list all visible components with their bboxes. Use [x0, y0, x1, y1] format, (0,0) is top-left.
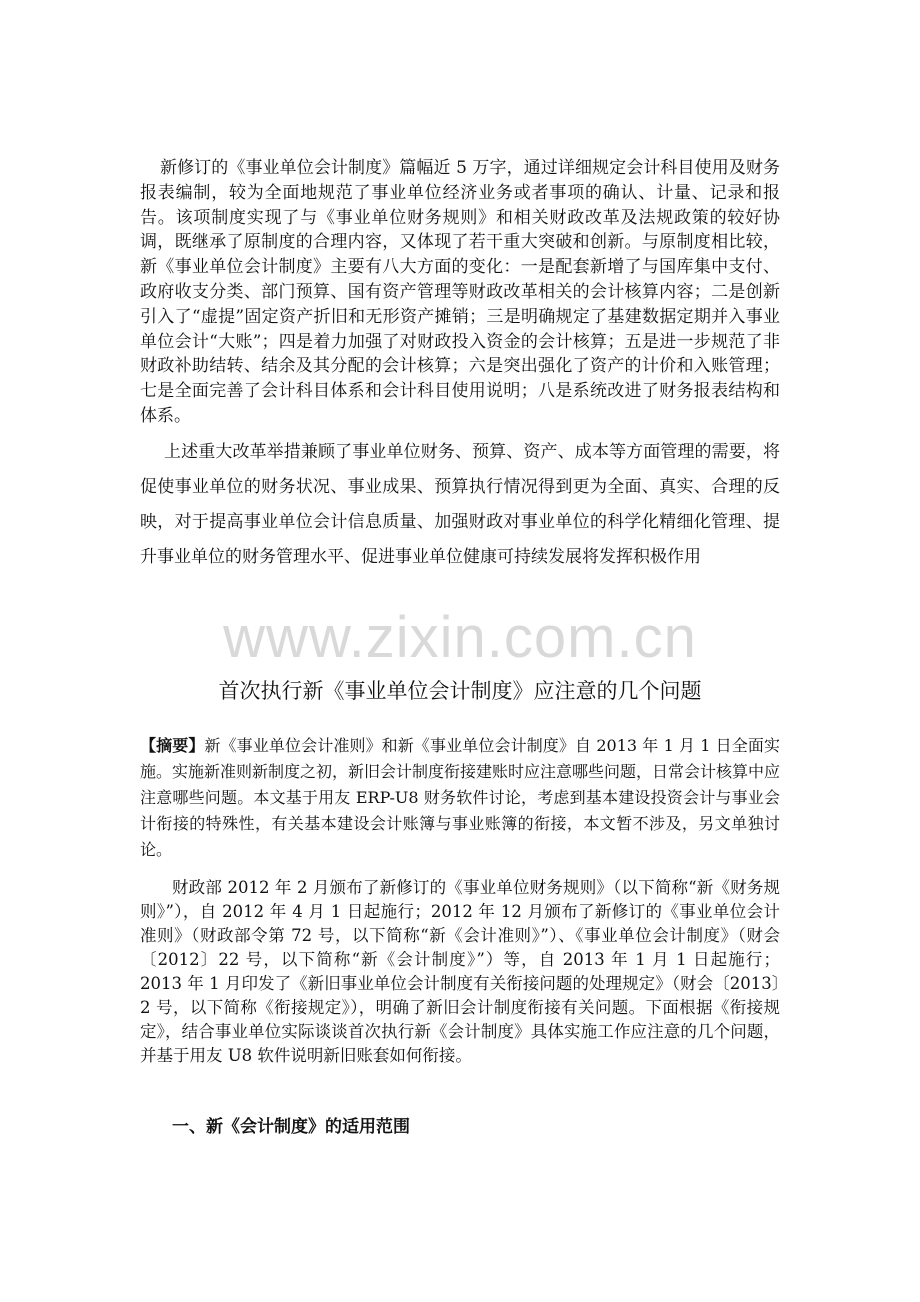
section-heading: 一、新《会计制度》的适用范围 [172, 1117, 410, 1137]
abstract-paragraph [140, 733, 780, 863]
abstract-text: 新《事业单位会计准则》和新《事业单位会计制度》自 2013 年 1 月 1 日全面实施。实施新准则新制度之初，新旧会计制度衔接建账时应注意哪些问题，日常会计核算中应注意哪些问题。本文基于用友 ERP-U8 财务软件讨论，考虑到基本建设投资会计与事业会计衔接的特殊性，有关基本建设会计账簿与事业账簿的衔接，本文暂不涉及，另文单独讨论。 [140, 736, 781, 859]
summary-paragraph: 上述重大改革举措兼顾了事业单位财务、预算、资产、成本等方面管理的需要，将促使事业单位的财务状况、事业成果、预算执行情况得到更为全面、真实、合理的反映，对于提高事业单位会计信息质量、加强财政对事业单位的科学化精细化管理、提升事业单位的财务管理水平、促进事业单位健康可持续发展将发挥积极作用 [140, 442, 780, 567]
intro-paragraph: 新修订的《事业单位会计制度》篇幅近 5 万字，通过详细规定会计科目使用及财务报表编制，较为全面地规范了事业单位经济业务或者事项的确认、计量、记录和报告。该项制度实现了与《事业单位财务规则》和相关财政改革及法规政策的较好协调，既继承了原制度的合理内容，又体现了若干重大突破和创新。与原制度相比较，新《事业单位会计制度》主要有八大方面的变化：一是配套新增了与国库集中支付、政府收支分类、部门预算、国有资产管理等财政改革相关的会计核算内容；二是创新引入了“虚提”固定资产折旧和无形资产摊销；三是明确规定了基建数据定期并入事业单位会计“大账”；四是着力加强了对财政投入资金的会计核算；五是进一步规范了非财政补助结转、结余及其分配的会计核算；六是突出强化了资产的计价和入账管理；七是全面完善了会计科目体系和会计科目使用说明；八是系统改进了财务报表结构和体系。 [140, 158, 780, 426]
watermark: www.zixin.com.cn [223, 605, 697, 670]
background-paragraph: 财政部 2012 年 2 月颁布了新修订的《事业单位财务规则》（以下简称“新《财务规则》”），自 2012 年 4 月 1 日起施行；2012 年 12 月颁布了新修订的《事业单位会计准则》（财政部令第 72 号，以下简称“新《会计准则》”）、《事业单位会计制度》（财会〔2012〕22 号，以下简称“新《会计制度》”）等，自 2013 年 1 月 1 日起施行；2013 年 1 月印发了《新旧事业单位会计制度有关衔接问题的处理规定》（财会〔2013〕2 号，以下简称《衔接规定》），明确了新旧会计制度衔接有关问题。下面根据《衔接规定》，结合事业单位实际谈谈首次执行新《会计制度》具体实施工作应注意的几个问题，并基于用友 U8 软件说明新旧账套如何衔接。 [140, 878, 780, 1065]
abstract-keyword: 【摘要】 [140, 736, 205, 755]
article-title: 首次执行新《事业单位会计制度》应注意的几个问题 [218, 679, 702, 703]
